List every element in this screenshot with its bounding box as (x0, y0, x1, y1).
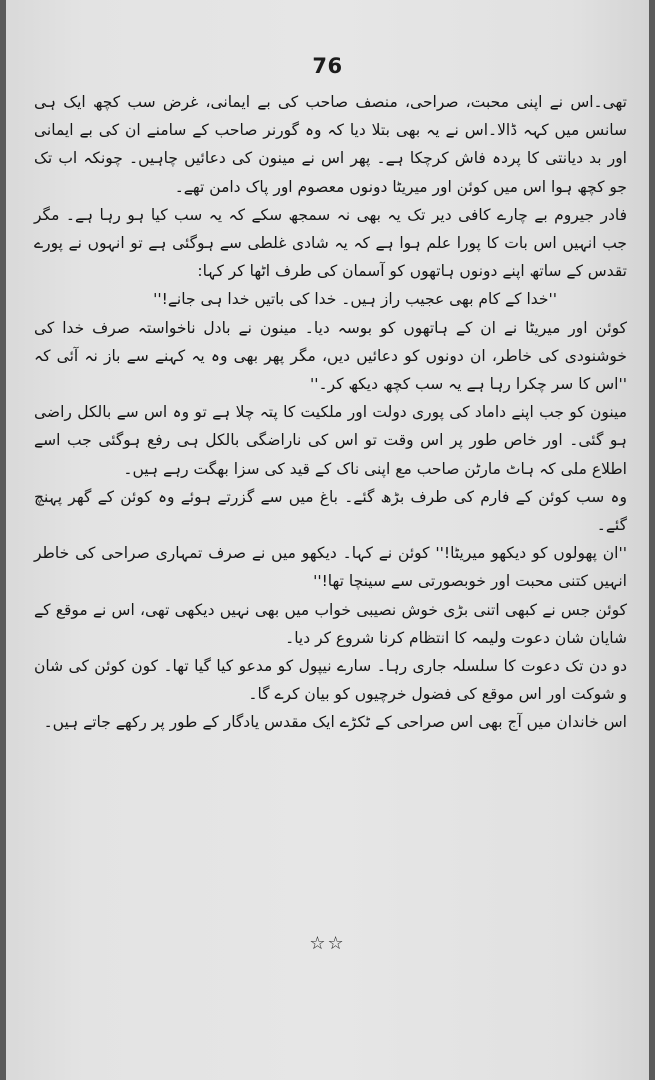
paragraph: دو دن تک دعوت کا سلسلہ جاری رہا۔ سارے نیپول کو مدعو کیا گیا تھا۔ کون کوئن کی شان و شوکت اور اس موقع کی فضول خرچیوں کو بیان کرے گا۔ (34, 657, 627, 704)
paragraph: ''ان پھولوں کو دیکھو میریٹا!'' کوئن نے کہا۔ دیکھو میں نے صرف تمہاری صراحی کی خاطر انہیں کتنی محبت اور خوبصورتی سے سینچا تھا!'' (34, 544, 627, 591)
page-number: 76 (312, 54, 343, 78)
end-of-chapter-stars: ☆☆ (309, 933, 346, 954)
paragraph: فادر جیروم بے چارے کافی دیر تک یہ بھی نہ سمجھ سکے کہ یہ سب کیا ہو رہا ہے۔ مگر جب انہیں اس بات کا پورا علم ہوا ہے کہ یہ شادی غلطی سے ہوگئی ہے تو انہوں نے پورے تقدس کے ساتھ اپنے دونوں ہاتھوں کو آسمان کی طرف اٹھا کر کہا: (34, 205, 627, 281)
paragraph: اس خاندان میں آج بھی اس صراحی کے ٹکڑے ایک مقدس یادگار کے طور پر رکھے جاتے ہیں۔ (43, 713, 627, 732)
paragraph: کوئن جس نے کبھی اتنی بڑی خوش نصیبی خواب میں بھی نہیں دیکھی تھی، اس نے موقع کے شایان شان دعوت ولیمہ کا انتظام کرنا شروع کر دیا۔ (34, 600, 627, 647)
paragraph: وہ سب کوئن کے فارم کی طرف بڑھ گئے۔ باغ میں سے گزرتے ہوئے وہ کوئن کے گھر پہنچ گئے۔ (34, 487, 627, 535)
paragraph: تھی۔اس نے اپنی محبت، صراحی، منصف صاحب کی بے ایمانی، غرض سب کچھ ایک ہی سانس میں کہہ ڈالا۔اس نے یہ بھی بتلا دیا کہ وہ گورنر صاحب کے سامنے ان کی بے ایمانی اور بد دیانتی کا پردہ فاش کرچکا ہے۔ پھر اس نے مینون کی دعائیں چاہیں۔ چونکہ اب تک جو کچھ ہوا اس میں کوئن اور میریٹا دونوں معصوم اور پاک دامن تھے۔ (34, 93, 627, 196)
paragraph: مینون کو جب اپنے داماد کی پوری دولت اور ملکیت کا پتہ چلا ہے تو وہ اس سے بالکل راضی ہو گئی۔ اور خاص طور پر اس وقت تو اس کی ناراضگی بالکل ہی رفع ہوگئی جب اسے اطلاع ملی کہ ہاٹ مارٹن صاحب مع اپنی ناک کے قید کی سزا بھگت رہے ہیں۔ (34, 403, 627, 478)
quote-paragraph: ''خدا کے کام بھی عجیب راز ہیں۔ خدا کی باتیں خدا ہی جانے!'' (153, 290, 557, 309)
paragraph: کوئن اور میریٹا نے ان کے ہاتھوں کو بوسہ دیا۔ مینون نے بادل ناخواستہ صرف خدا کی خوشنودی کی خاطر، ان دونوں کو دعائیں دیں، مگر پھر بھی وہ یہ کہنے سے باز نہ آئی کہ ''اس کا سر چکرا رہا ہے یہ سب کچھ دیکھ کر۔'' (34, 318, 627, 394)
page-body-text (34, 88, 627, 737)
book-page (6, 0, 649, 1080)
